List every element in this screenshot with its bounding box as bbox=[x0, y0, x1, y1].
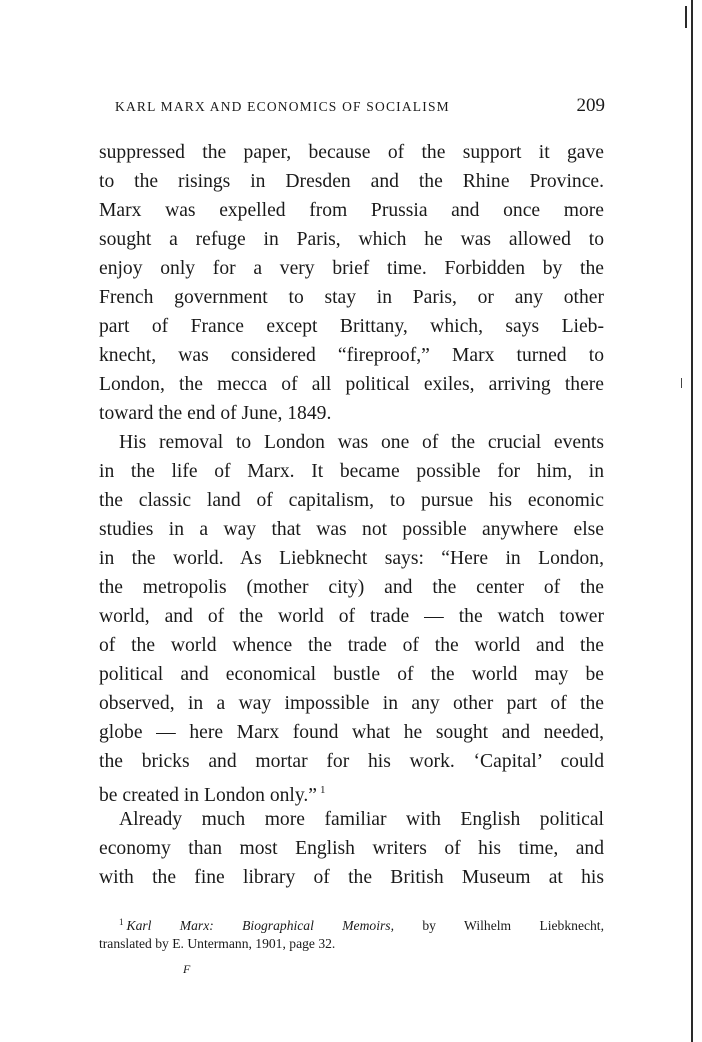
text-line-content: be created in London only.” bbox=[99, 785, 317, 806]
text-line: studies in a way that was not possible anywhere else bbox=[99, 519, 604, 540]
paragraph-3 bbox=[99, 805, 604, 892]
page-header bbox=[115, 95, 605, 121]
text-line: enjoy only for a very brief time. Forbidden by the bbox=[99, 258, 604, 279]
text-line: to the risings in Dresden and the Rhine Province. bbox=[99, 171, 604, 192]
text-line-with-footnote bbox=[99, 776, 604, 805]
signature-mark: F bbox=[183, 962, 191, 976]
text-line: in the world. As Liebknecht says: “Here in London, bbox=[99, 548, 604, 569]
margin-mark bbox=[681, 378, 682, 388]
text-line: sought a refuge in Paris, which he was allowed to bbox=[99, 229, 604, 250]
text-line: suppressed the paper, because of the support it gave bbox=[99, 142, 604, 163]
text-line: world, and of the world of trade — the watch tower bbox=[99, 606, 604, 627]
footnote-marker: 1 bbox=[119, 917, 124, 927]
page-edge-tick bbox=[685, 6, 687, 28]
text-line: political and economical bustle of the world may be bbox=[99, 664, 604, 685]
text-line: of the world whence the trade of the world and the bbox=[99, 635, 604, 656]
text-line: toward the end of June, 1849. bbox=[99, 403, 332, 424]
footnote bbox=[99, 912, 604, 954]
footnote-line-1 bbox=[99, 912, 604, 933]
text-line: the classic land of capitalism, to pursue his economic bbox=[99, 490, 604, 511]
text-line: with the fine library of the British Museum at his bbox=[99, 867, 604, 888]
text-line: Marx was expelled from Prussia and once more bbox=[99, 200, 604, 221]
text-line: the metropolis (mother city) and the center of the bbox=[99, 577, 604, 598]
footnote-book-title: Karl Marx: Biographical Memoirs, bbox=[126, 918, 394, 933]
running-head: KARL MARX AND ECONOMICS OF SOCIALISM bbox=[115, 99, 450, 114]
footnote-reference[interactable]: 1 bbox=[320, 784, 326, 796]
text-line: the bricks and mortar for his work. ‘Capital’ could bbox=[99, 751, 604, 772]
text-line: knecht, was considered “fireproof,” Marx turned to bbox=[99, 345, 604, 366]
text-line: Already much more familiar with English political bbox=[119, 809, 604, 830]
footnote-line-2: translated by E. Untermann, 1901, page 32. bbox=[99, 936, 336, 951]
body-text bbox=[99, 138, 604, 892]
page-edge-line bbox=[691, 0, 693, 1042]
text-line: London, the mecca of all political exiles, arriving there bbox=[99, 374, 604, 395]
text-line: globe — here Marx found what he sought and needed, bbox=[99, 722, 604, 743]
paragraph-1 bbox=[99, 138, 604, 428]
text-line: His removal to London was one of the crucial events bbox=[119, 432, 604, 453]
text-line: in the life of Marx. It became possible for him, in bbox=[99, 461, 604, 482]
text-line: French government to stay in Paris, or any other bbox=[99, 287, 604, 308]
footnote-author: by Wilhelm Liebknecht, bbox=[422, 918, 604, 933]
page-number: 209 bbox=[576, 95, 605, 116]
text-line: economy than most English writers of his time, and bbox=[99, 838, 604, 859]
paragraph-2 bbox=[99, 428, 604, 805]
text-line: observed, in a way impossible in any other part of the bbox=[99, 693, 604, 714]
text-line: part of France except Brittany, which, says Lieb- bbox=[99, 316, 604, 337]
